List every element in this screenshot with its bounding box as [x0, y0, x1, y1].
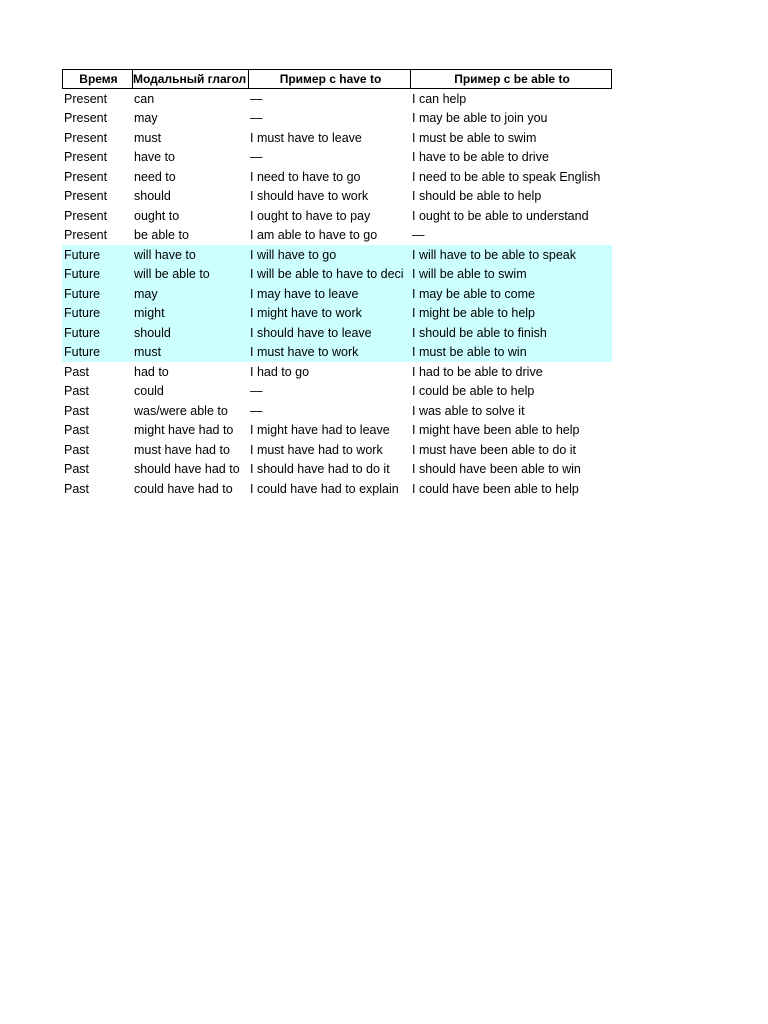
cell-have-to-example: I might have had to leave: [250, 423, 390, 438]
cell-have-to-example: I should have to work: [250, 189, 369, 204]
table-row: [62, 109, 612, 129]
table-row: [62, 284, 612, 304]
cell-be-able-to-example: I could have been able to help: [412, 481, 579, 496]
cell-be-able-to-example: I must be able to win: [412, 345, 527, 360]
cell-be-able-to-example: I ought to be able to understand: [412, 208, 589, 223]
cell-be-able-to-example: I may be able to come: [412, 286, 535, 301]
cell-have-to-example: —: [250, 91, 263, 106]
cell-have-to-example: I must have had to work: [250, 442, 383, 457]
cell-modal-verb: might have had to: [134, 423, 234, 438]
table-row: [62, 421, 612, 441]
cell-modal-verb: will be able to: [134, 267, 210, 282]
cell-modal-verb: need to: [134, 169, 176, 184]
cell-tense: Past: [64, 481, 90, 496]
header-cell-modal-verb: Модальный глагол: [132, 69, 248, 89]
cell-tense: Present: [64, 169, 108, 184]
table-row: [62, 128, 612, 148]
cell-have-to-example: I should have to leave: [250, 325, 372, 340]
cell-have-to-example: —: [250, 150, 263, 165]
cell-be-able-to-example: I have to be able to drive: [412, 150, 549, 165]
cell-have-to-example: —: [250, 384, 263, 399]
cell-be-able-to-example: I should be able to finish: [412, 325, 547, 340]
cell-tense: Present: [64, 130, 108, 145]
cell-tense: Past: [64, 384, 90, 399]
cell-be-able-to-example: I may be able to join you: [412, 111, 548, 126]
cell-modal-verb: ought to: [134, 208, 180, 223]
cell-modal-verb: was/were able to: [134, 403, 228, 418]
cell-have-to-example: I will have to go: [250, 247, 337, 262]
spreadsheet-table: [62, 69, 612, 499]
cell-tense: Future: [64, 267, 101, 282]
cell-modal-verb: could: [134, 384, 164, 399]
cell-tense: Past: [64, 442, 90, 457]
cell-tense: Future: [64, 286, 101, 301]
table-row: [62, 148, 612, 168]
cell-tense: Future: [64, 306, 101, 321]
cell-have-to-example: I am able to have to go: [250, 228, 378, 243]
header-cell-have-to-example: Пример с have to: [248, 69, 410, 89]
cell-modal-verb: could have had to: [134, 481, 233, 496]
table-row: [62, 382, 612, 402]
cell-modal-verb: must have had to: [134, 442, 230, 457]
cell-have-to-example: I must have to leave: [250, 130, 362, 145]
cell-have-to-example: I may have to leave: [250, 286, 359, 301]
table-row: [62, 460, 612, 480]
cell-be-able-to-example: I might be able to help: [412, 306, 535, 321]
cell-have-to-example: I need to have to go: [250, 169, 361, 184]
table-body: [62, 89, 612, 499]
cell-be-able-to-example: I must be able to swim: [412, 130, 537, 145]
cell-be-able-to-example: I could be able to help: [412, 384, 535, 399]
cell-tense: Present: [64, 111, 108, 126]
table-row: [62, 304, 612, 324]
table-row: [62, 245, 612, 265]
cell-modal-verb: must: [134, 345, 162, 360]
cell-modal-verb: should: [134, 325, 171, 340]
cell-modal-verb: had to: [134, 364, 169, 379]
table-row: [62, 226, 612, 246]
cell-tense: Future: [64, 325, 101, 340]
cell-be-able-to-example: I must have been able to do it: [412, 442, 576, 457]
cell-have-to-example: I will be able to have to deci: [250, 267, 404, 282]
cell-tense: Present: [64, 208, 108, 223]
table-row: [62, 265, 612, 285]
cell-modal-verb: must: [134, 130, 162, 145]
cell-be-able-to-example: I will be able to swim: [412, 267, 527, 282]
cell-tense: Past: [64, 462, 90, 477]
cell-tense: Future: [64, 345, 101, 360]
cell-tense: Future: [64, 247, 101, 262]
cell-be-able-to-example: I should be able to help: [412, 189, 542, 204]
header-cell-tense: Время: [62, 69, 132, 89]
cell-be-able-to-example: I need to be able to speak English: [412, 169, 601, 184]
cell-modal-verb: will have to: [134, 247, 196, 262]
cell-modal-verb: can: [134, 91, 155, 106]
table-row: [62, 362, 612, 382]
table-row: [62, 167, 612, 187]
header-cell-be-able-to-example: Пример с be able to: [410, 69, 612, 89]
cell-modal-verb: should: [134, 189, 171, 204]
table-row: [62, 479, 612, 499]
cell-be-able-to-example: I might have been able to help: [412, 423, 580, 438]
cell-modal-verb: may: [134, 111, 158, 126]
cell-modal-verb: have to: [134, 150, 176, 165]
cell-be-able-to-example: I can help: [412, 91, 467, 106]
cell-be-able-to-example: I should have been able to win: [412, 462, 581, 477]
cell-modal-verb: may: [134, 286, 158, 301]
table-row: [62, 89, 612, 109]
cell-tense: Past: [64, 364, 90, 379]
table-header-row: [62, 69, 612, 89]
cell-have-to-example: —: [250, 403, 263, 418]
cell-tense: Present: [64, 150, 108, 165]
table-row: [62, 206, 612, 226]
cell-have-to-example: I ought to have to pay: [250, 208, 371, 223]
cell-tense: Present: [64, 189, 108, 204]
cell-tense: Past: [64, 403, 90, 418]
cell-have-to-example: —: [250, 111, 263, 126]
cell-be-able-to-example: —: [412, 228, 425, 243]
cell-have-to-example: I could have had to explain: [250, 481, 399, 496]
cell-have-to-example: I should have had to do it: [250, 462, 390, 477]
cell-tense: Past: [64, 423, 90, 438]
table-row: [62, 323, 612, 343]
table-row: [62, 401, 612, 421]
cell-modal-verb: should have had to: [134, 462, 240, 477]
cell-tense: Present: [64, 228, 108, 243]
table-row: [62, 187, 612, 207]
table-row: [62, 440, 612, 460]
cell-modal-verb: might: [134, 306, 165, 321]
cell-have-to-example: I must have to work: [250, 345, 359, 360]
cell-tense: Present: [64, 91, 108, 106]
table-row: [62, 343, 612, 363]
cell-be-able-to-example: I will have to be able to speak: [412, 247, 576, 262]
cell-have-to-example: I had to go: [250, 364, 310, 379]
cell-be-able-to-example: I was able to solve it: [412, 403, 525, 418]
cell-be-able-to-example: I had to be able to drive: [412, 364, 543, 379]
cell-have-to-example: I might have to work: [250, 306, 362, 321]
cell-modal-verb: be able to: [134, 228, 189, 243]
